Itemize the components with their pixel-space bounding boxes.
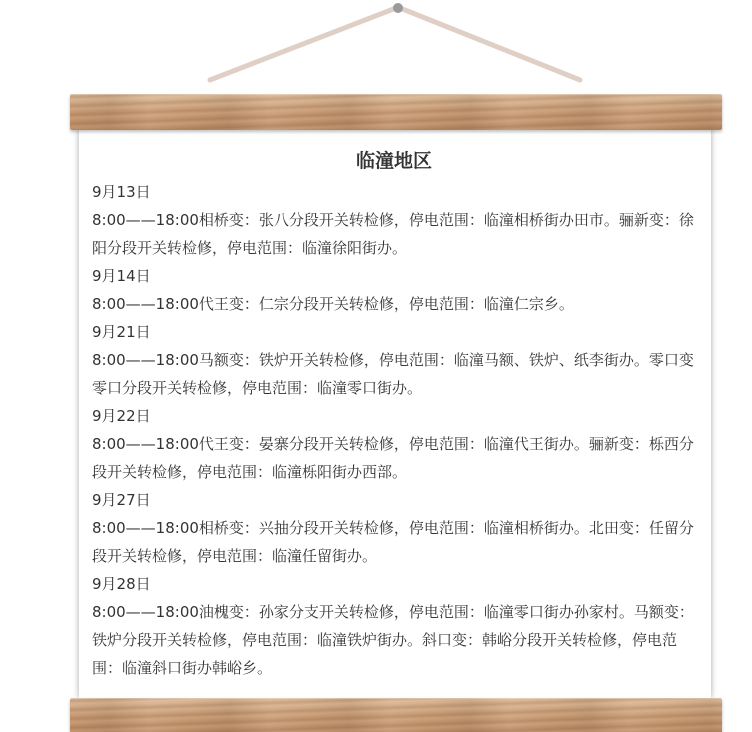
- cord-right: [400, 8, 580, 80]
- notice-entry: [92, 402, 696, 486]
- entry-date: 9月21日: [92, 323, 151, 341]
- notice-entry: [92, 570, 696, 682]
- notice-title: 临潼地区: [355, 150, 432, 172]
- notice-entry: [92, 318, 696, 402]
- cord-left: [210, 8, 396, 80]
- entry-date: 9月14日: [92, 267, 151, 285]
- notice-entry: [92, 486, 696, 570]
- entry-detail: 8:00——18:00油槐变：孙家分支开关转检修，停电范围：临潼零口街办孙家村。马额变：铁炉分段开关转检修，停电范围：临潼铁炉街办。斜口变：韩峪分段开关转检修，停电范围：临潼斜口街办韩峪乡。: [92, 603, 694, 677]
- entry-date: 9月27日: [92, 491, 151, 509]
- wooden-rod-top: [70, 94, 722, 130]
- entry-date: 9月22日: [92, 407, 151, 425]
- entry-detail: 8:00——18:00相桥变：兴抽分段开关转检修，停电范围：临潼相桥街办。北田变：任留分段开关转检修，停电范围：临潼任留街办。: [92, 519, 694, 565]
- entry-detail: 8:00——18:00代王变：仁宗分段开关转检修，停电范围：临潼仁宗乡。: [92, 295, 574, 313]
- wooden-rod-bottom: [70, 698, 722, 732]
- notice-entry: [92, 178, 696, 262]
- entry-detail: 8:00——18:00相桥变：张八分段开关转检修，停电范围：临潼相桥街办田市。骊新变：徐阳分段开关转检修，停电范围：临潼徐阳街办。: [92, 211, 694, 257]
- entry-detail: 8:00——18:00代王变：晏寨分段开关转检修，停电范围：临潼代王街办。骊新变：栎西分段开关转检修，停电范围：临潼栎阳街办西部。: [92, 435, 694, 481]
- notice-sheet: [79, 128, 711, 698]
- notice-entry: [92, 262, 696, 318]
- entry-date: 9月28日: [92, 575, 151, 593]
- entry-detail: 8:00——18:00马额变：铁炉开关转检修，停电范围：临潼马额、铁炉、纸李街办。零口变零口分段开关转检修，停电范围：临潼零口街办。: [92, 351, 694, 397]
- nail-icon: [393, 3, 403, 13]
- hanging-cord: [0, 0, 752, 100]
- entry-date: 9月13日: [92, 183, 151, 201]
- notice-content: [92, 148, 696, 682]
